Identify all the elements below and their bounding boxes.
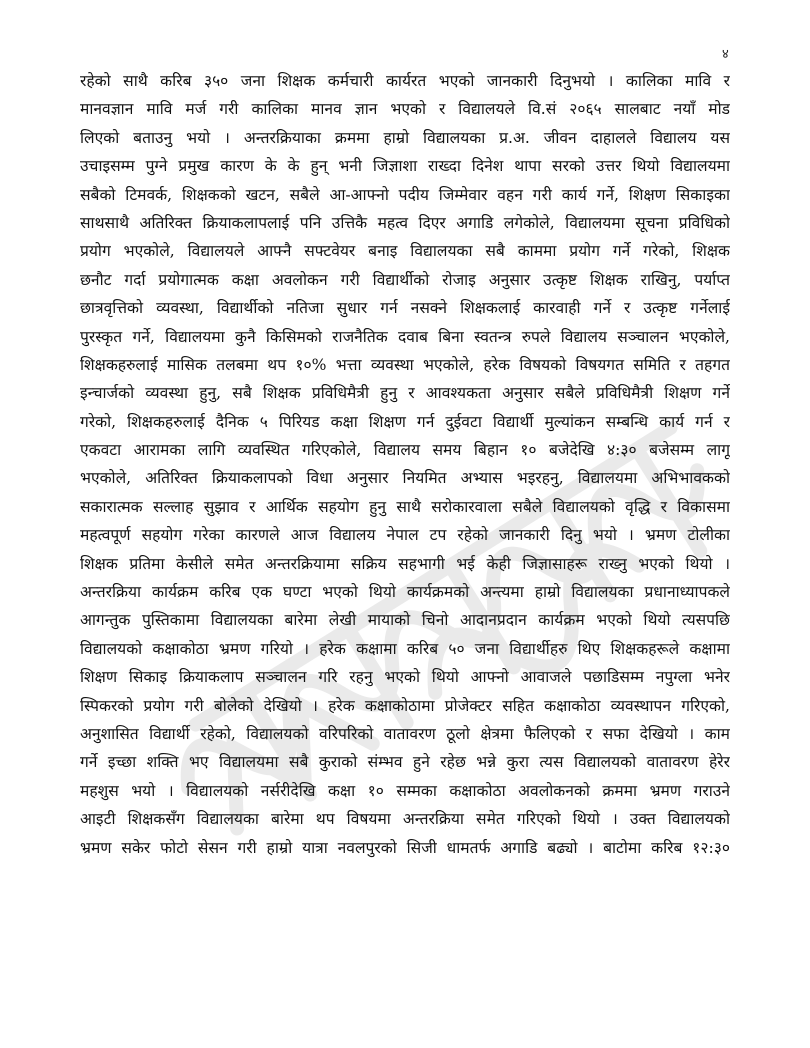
body-paragraph xyxy=(80,67,730,862)
text-line: छात्रवृत्तिको व्यवस्था, विद्यार्थीको नतिजा सुधार गर्न नसक्ने शिक्षकलाई कारवाही गर्ने र उत्कृष्ट गर्नेलाई xyxy=(80,299,730,318)
text-line: शिक्षकहरुलाई मासिक तलबमा थप १०% भत्ता व्यवस्था भएकोले, हरेक विषयको विषयगत समिति र तहगत xyxy=(80,355,730,374)
text-line: शिक्षण सिकाइ क्रियाकलाप सञ्चालन गरि रहनु भएको थियो आफ्नो आवाजले पछाडिसम्म नपुग्ला भनेर xyxy=(80,668,730,687)
text-line: प्रयोग भएकोले, विद्यालयले आफ्नै सफ्टवेयर बनाइ विद्यालयका सबै काममा प्रयोग गर्ने गरेको, शिक्षक xyxy=(80,242,730,261)
text-line: अन्तरक्रिया कार्यक्रम करिब एक घण्टा भएको थियो कार्यक्रमको अन्त्यमा हाम्रो विद्यालयका प्रधानाध्यापकले xyxy=(80,583,730,602)
text-line: एकवटा आरामका लागि व्यवस्थित गरिएकोले, विद्यालय समय बिहान १० बजेदेखि ४:३० बजेसम्म लागू xyxy=(80,441,730,460)
text-line: रहेको साथै करिब ३५० जना शिक्षक कर्मचारी कार्यरत भएको जानकारी दिनुभयो । कालिका मावि र xyxy=(80,72,730,90)
text-line: गर्ने इच्छा शक्ति भए विद्यालयमा सबै कुराको संम्भव हुने रहेछ भन्ने कुरा त्यस विद्यालयको वातावरण हेरेर xyxy=(80,753,730,772)
text-line: भ्रमण सकेर फोटो सेसन गरी हाम्रो यात्रा नवलपुरको सिजी धामतर्फ अगाडि बढ्यो । बाटोमा करिब १२:३० xyxy=(80,838,730,857)
text-line: छनौट गर्दा प्रयोगात्मक कक्षा अवलोकन गरी विद्यार्थीको रोजाइ अनुसार उत्कृष्ट शिक्षक राखिनु, पर्याप्त xyxy=(80,270,730,289)
text-line: गरेको, शिक्षकहरुलाई दैनिक ५ पिरियड कक्षा शिक्षण गर्न दुईवटा विद्यार्थी मुल्यांकन सम्बन्धि कार्य गर्न र xyxy=(80,412,730,431)
text-line: साथसाथै अतिरिक्त क्रियाकलापलाई पनि उत्तिकै महत्व दिएर अगाडि लगेकोले, विद्यालयमा सूचना प्रविधिको xyxy=(80,213,730,232)
text-line: महत्वपूर्ण सहयोग गरेका कारणले आज विद्यालय नेपाल टप रहेको जानकारी दिनु भयो । भ्रमण टोलीका xyxy=(80,526,730,545)
text-line: विद्यालयको कक्षाकोठा भ्रमण गरियो । हरेक कक्षामा करिब ५० जना विद्यार्थीहरु थिए शिक्षकहरूले कक्षामा xyxy=(80,639,730,658)
text-line: लिएको बताउनु भयो । अन्तरक्रियाका क्रममा हाम्रो विद्यालयका प्र.अ. जीवन दाहालले विद्यालय यस xyxy=(80,128,730,147)
text-line: उचाइसम्म पुग्ने प्रमुख कारण के के हुन् भनी जिज्ञाशा राख्दा दिनेश थापा सरको उत्तर थियो विद्यालयमा xyxy=(80,157,730,176)
text-line: सबैको टिमवर्क, शिक्षकको खटन, सबैले आ-आफ्नो पदीय जिम्मेवार वहन गरी कार्य गर्ने, शिक्षण सिकाइका xyxy=(80,185,730,204)
text-line: स्पिकरको प्रयोग गरी बोलेको देखियो । हरेक कक्षाकोठामा प्रोजेक्टर सहित कक्षाकोठा व्यवस्थापन गरिएको, xyxy=(80,696,730,715)
text-line: मानवज्ञान मावि मर्ज गरी कालिका मानव ज्ञान भएको र विद्यालयले वि.सं २०६५ सालबाट नयाँ मोड xyxy=(80,100,730,119)
text-line: महशुस भयो । विद्यालयको नर्सरीदेखि कक्षा १० सम्मका कक्षाकोठा अवलोकनको क्रममा भ्रमण गराउने xyxy=(80,781,730,800)
page-number: ४ xyxy=(722,47,729,62)
text-line: शिक्षक प्रतिमा केसीले समेत अन्तरक्रियामा सक्रिय सहभागी भई केही जिज्ञासाहरू राख्नु भएको थियो । xyxy=(80,554,730,573)
text-line: इन्चार्जको व्यवस्था हुनु, सबै शिक्षक प्रविधिमैत्री हुनु र आवश्यकता अनुसार सबैले प्रविधिमैत्री शिक्षण गर्ने xyxy=(80,384,730,403)
text-line: आइटी शिक्षकसँग विद्यालयका बारेमा थप विषयमा अन्तरक्रिया समेत गरिएको थियो । उक्त विद्यालयको xyxy=(80,810,730,829)
text-line: अनुशासित विद्यार्थी रहेको, विद्यालयको वरिपरिको वातावरण ठूलो क्षेत्रमा फैलिएको र सफा देखियो । काम xyxy=(80,724,730,743)
text-line: भएकोले, अतिरिक्त क्रियाकलापको विधा अनुसार नियमित अभ्यास भइरहनु, विद्यालयमा अभिभावकको xyxy=(80,469,730,488)
text-line: पुरस्कृत गर्ने, विद्यालयमा कुनै किसिमको राजनैतिक दवाब बिना स्वतन्त्र रुपले विद्यालय सञ्चालन भएकोले, xyxy=(80,327,730,346)
text-line: सकारात्मक सल्लाह सुझाव र आर्थिक सहयोग हुनु साथै सरोकारवाला सबैले विद्यालयको वृद्धि र विकासमा xyxy=(80,497,730,516)
text-line: आगन्तुक पुस्तिकामा विद्यालयका बारेमा लेखी मायाको चिनो आदानप्रदान कार्यक्रम भएको थियो त्यसपछि xyxy=(80,611,730,630)
